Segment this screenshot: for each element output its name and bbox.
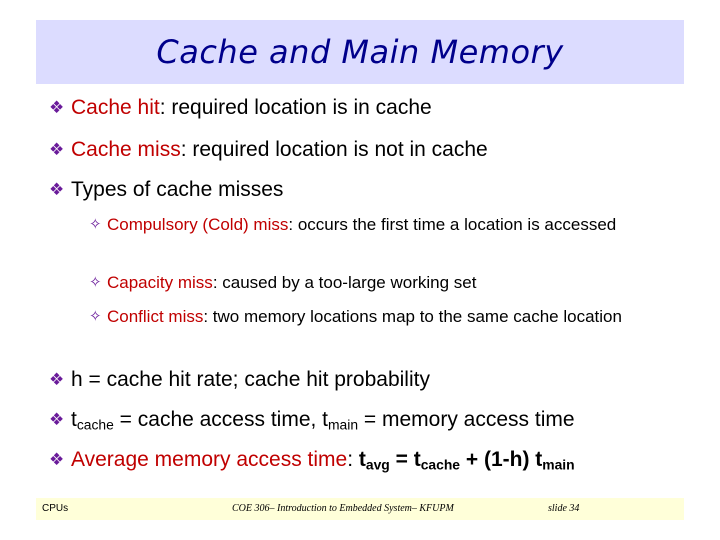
star-bullet-icon: ✧: [89, 308, 102, 325]
formula: $t_{avg} = t_{cache} + (1-h)$ $t_{main}$: [358, 448, 575, 473]
diamond-bullet-icon: ❖: [49, 180, 65, 199]
bullet-text: Average memory access time: $t_{avg} = t_{cache} + (1-h)$ $t_{main}$: [71, 448, 575, 473]
term-cache-miss: Cache miss: [71, 138, 181, 161]
bullet-types: [49, 178, 283, 202]
diamond-bullet-icon: ❖: [49, 140, 65, 159]
sub-bullet-compulsory: [89, 214, 649, 236]
bullet-text: Cache hit: required location is in cache: [71, 96, 432, 119]
term-capacity-miss: Capacity miss: [107, 273, 213, 292]
bullet-text: $t_{cache}$ = cache access time, $t_{main}$ = memory access time: [71, 408, 575, 433]
term-compulsory-miss: Compulsory (Cold) miss: [107, 215, 289, 234]
bullet-cache-hit: [49, 96, 432, 120]
footer-left: CPUs: [42, 503, 69, 514]
footer-center: COE 306– Introduction to Embedded System– KFUPM: [232, 503, 454, 514]
diamond-bullet-icon: ❖: [49, 450, 65, 469]
star-bullet-icon: ✧: [89, 274, 102, 291]
bullet-access-times: [49, 408, 575, 432]
sub-bullet-text: Compulsory (Cold) miss: occurs the first time a location is accessed: [107, 215, 617, 234]
star-bullet-icon: ✧: [89, 216, 102, 233]
title-bar: [36, 20, 684, 84]
term-conflict-miss: Conflict miss: [107, 307, 204, 326]
diamond-bullet-icon: ❖: [49, 410, 65, 429]
bullet-text: h = cache hit rate; cache hit probability: [71, 368, 430, 391]
bullet-text: Cache miss: required location is not in cache: [71, 138, 488, 161]
term-cache-hit: Cache hit: [71, 96, 160, 119]
slide-number: slide 34: [548, 503, 580, 514]
sub-bullet-text: Conflict miss: two memory locations map to the same cache location: [107, 307, 622, 326]
slide-title: Cache and Main Memory: [156, 33, 564, 71]
sub-bullet-text: Capacity miss: caused by a too-large working set: [107, 273, 477, 292]
bullet-text: Types of cache misses: [71, 178, 284, 201]
bullet-average-access-time: [49, 448, 575, 472]
sub-bullet-conflict: [89, 306, 649, 328]
diamond-bullet-icon: ❖: [49, 370, 65, 389]
bullet-cache-miss: [49, 138, 488, 162]
sub-bullet-capacity: [89, 272, 649, 294]
diamond-bullet-icon: ❖: [49, 98, 65, 117]
term-average-access-time: Average memory access time: [71, 448, 348, 471]
footer: [36, 498, 684, 520]
bullet-hit-rate: [49, 368, 430, 392]
